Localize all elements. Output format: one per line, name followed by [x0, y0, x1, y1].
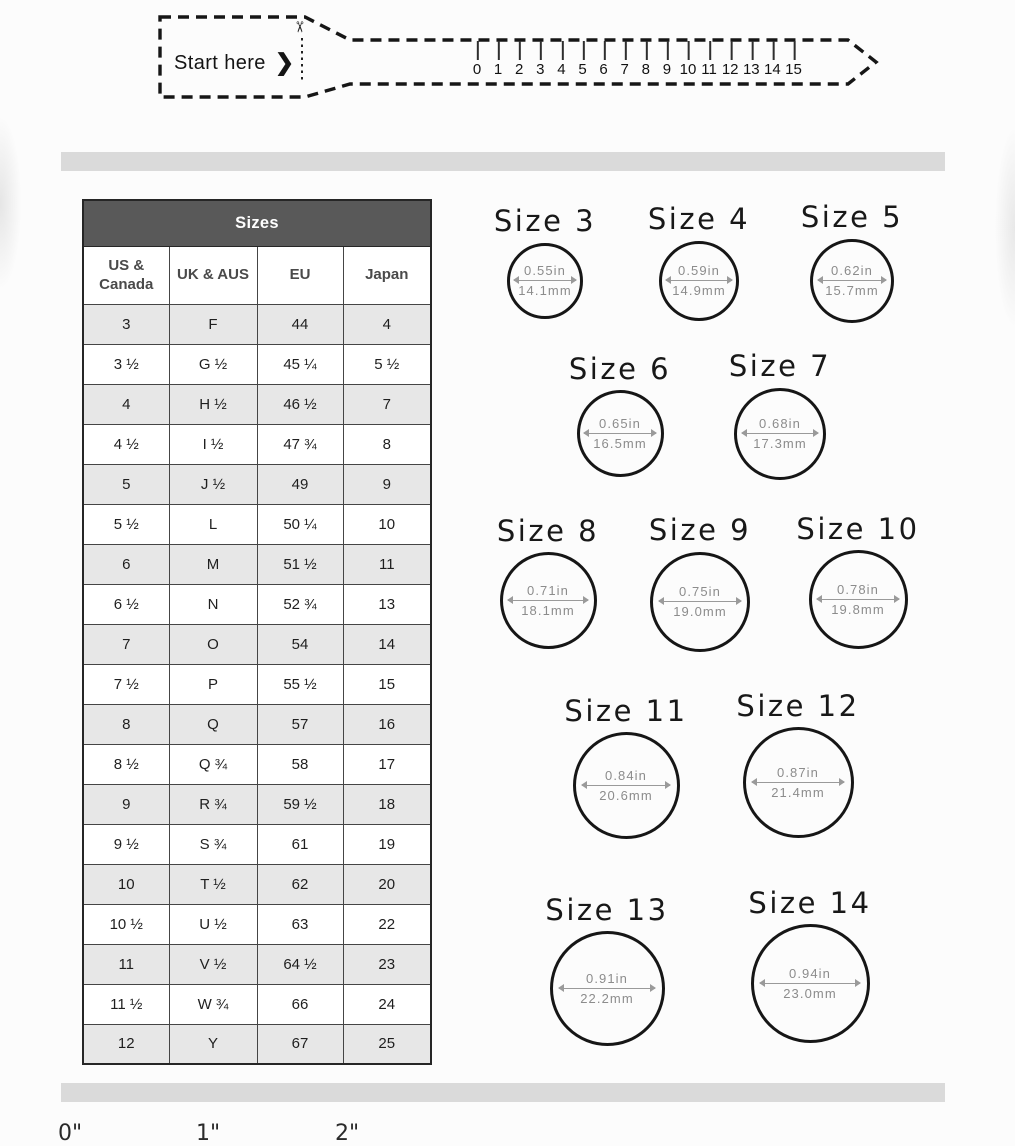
ruler-tick-3: 3 [536, 61, 545, 78]
table-cell: T ½ [169, 864, 257, 904]
table-row [83, 784, 431, 824]
diameter-mm: 16.5mm [593, 436, 647, 452]
ruler-tick-1: 1 [493, 61, 503, 78]
column-header-1: UK & AUS [169, 246, 257, 304]
table-cell: 10 [83, 864, 169, 904]
table-cell: 15 [343, 664, 431, 704]
diameter-inches: 0.71in [526, 582, 570, 598]
inch-label-1: 1" [196, 1121, 221, 1146]
table-cell: 62 [257, 864, 343, 904]
table-cell: 4 [343, 304, 431, 344]
table-row [83, 824, 431, 864]
table-row [83, 904, 431, 944]
ring-circle [650, 552, 750, 652]
table-cell: 55 ½ [257, 664, 343, 704]
table-cell: 51 ½ [257, 544, 343, 584]
table-cell: U ½ [169, 904, 257, 944]
diameter-mm: 18.1mm [521, 603, 575, 619]
diameter-mm: 23.0mm [783, 986, 837, 1002]
inch-label-2: 2" [335, 1121, 360, 1146]
ruler-tick-7: 7 [620, 61, 629, 78]
table-cell: 11 [83, 944, 169, 984]
table-cell: 24 [343, 984, 431, 1024]
table-cell: 18 [343, 784, 431, 824]
table-cell: Y [169, 1024, 257, 1064]
table-cell: 61 [257, 824, 343, 864]
ring-circle [743, 727, 854, 838]
ruler-tick-8: 8 [641, 61, 650, 78]
table-cell: Q ¾ [169, 744, 257, 784]
diameter-mm: 21.4mm [771, 785, 825, 801]
ring-size-title: Size 3 [493, 204, 597, 238]
diameter-inches: 0.87in [776, 764, 820, 780]
table-cell: 59 ½ [257, 784, 343, 824]
table-cell: 17 [343, 744, 431, 784]
table-row [83, 864, 431, 904]
table-row [83, 584, 431, 624]
ring-size-title: Size 5 [800, 200, 904, 234]
table-row [83, 464, 431, 504]
table-cell: J ½ [169, 464, 257, 504]
diameter-inches: 0.62in [830, 262, 874, 278]
ring-size-title: Size 8 [496, 513, 600, 548]
table-cell: 49 [257, 464, 343, 504]
ring-circle [573, 732, 680, 839]
diameter-arrow-icon [818, 280, 887, 281]
table-title: Sizes [83, 200, 431, 246]
ring-diagram [538, 693, 714, 840]
table-cell: 12 [83, 1024, 169, 1064]
diameter-mm: 22.2mm [580, 991, 634, 1007]
table-cell: 5 ½ [83, 504, 169, 544]
table-row [83, 424, 431, 464]
scissors-icon: ✂ [290, 20, 308, 34]
table-cell: 11 [343, 544, 431, 584]
ruler-tick-9: 9 [662, 61, 672, 78]
table-cell: G ½ [169, 344, 257, 384]
table-cell: 67 [257, 1024, 343, 1064]
diameter-inches: 0.68in [758, 415, 802, 431]
table-cell: 45 ¼ [257, 344, 343, 384]
ring-circle [810, 239, 894, 323]
diameter-arrow-icon [742, 433, 818, 434]
diameter-mm: 17.3mm [753, 436, 807, 452]
table-cell: V ½ [169, 944, 257, 984]
ring-diagram [764, 202, 940, 323]
diameter-arrow-icon [666, 280, 731, 281]
table-row [83, 704, 431, 744]
inch-label-0: 0" [58, 1121, 83, 1146]
ruler-tick-13: 13 [742, 61, 760, 78]
ring-size-title: Size 9 [648, 513, 752, 547]
table-cell: 6 ½ [83, 584, 169, 624]
table-cell: 11 ½ [83, 984, 169, 1024]
ring-circle [507, 243, 583, 319]
table-cell: L [169, 504, 257, 544]
table-cell: W ¾ [169, 984, 257, 1024]
table-cell: 7 [343, 384, 431, 424]
table-cell: 3 [83, 304, 169, 344]
ring-diagram [457, 206, 633, 319]
table-cell: 20 [343, 864, 431, 904]
ring-circle [659, 241, 739, 321]
diameter-arrow-icon [659, 601, 742, 602]
diameter-arrow-icon [760, 983, 859, 984]
table-cell: 46 ½ [257, 384, 343, 424]
table-cell: 5 [83, 464, 169, 504]
ring-size-title: Size 12 [736, 688, 860, 723]
column-header-0: US & Canada [83, 246, 169, 304]
table-row [83, 984, 431, 1024]
table-cell: 9 [343, 464, 431, 504]
diameter-inches: 0.75in [678, 583, 722, 599]
ring-diagram [532, 351, 708, 478]
diameter-arrow-icon [582, 785, 671, 786]
divider-bar-bottom [61, 1083, 945, 1102]
diameter-inches: 0.55in [523, 262, 567, 278]
table-cell: 4 ½ [83, 424, 169, 464]
diameter-arrow-icon [514, 280, 576, 281]
ring-circle [809, 550, 908, 649]
table-cell: 47 ¾ [257, 424, 343, 464]
page-curl-shade-left [0, 95, 46, 335]
table-cell: 8 [83, 704, 169, 744]
ring-size-title: Size 4 [647, 202, 751, 236]
ruler-tick-12: 12 [721, 61, 739, 78]
ring-diagram [710, 688, 886, 839]
diameter-mm: 15.7mm [825, 283, 879, 299]
table-cell: 10 ½ [83, 904, 169, 944]
diameter-mm: 14.1mm [518, 283, 572, 299]
table-cell: 8 [343, 424, 431, 464]
table-row [83, 744, 431, 784]
ruler-tick-11: 11 [701, 61, 717, 78]
diameter-inches: 0.59in [677, 262, 721, 278]
table-cell: 3 ½ [83, 344, 169, 384]
table-row [83, 624, 431, 664]
table-cell: M [169, 544, 257, 584]
table-row [83, 384, 431, 424]
diameter-arrow-icon [817, 599, 899, 600]
table-cell: N [169, 584, 257, 624]
column-header-3: Japan [343, 246, 431, 304]
ring-size-title: Size 6 [568, 351, 672, 386]
ruler-tick-4: 4 [557, 61, 566, 78]
ruler-tick-6: 6 [599, 61, 608, 78]
ring-circle [734, 388, 826, 480]
table-cell: 7 ½ [83, 664, 169, 704]
table-row [83, 304, 431, 344]
table-cell: 19 [343, 824, 431, 864]
table-row [83, 944, 431, 984]
ring-circle [550, 931, 665, 1046]
ring-diagram [611, 204, 787, 321]
ring-circle [577, 390, 664, 477]
table-cell: 23 [343, 944, 431, 984]
table-row [83, 544, 431, 584]
table-cell: 52 ¾ [257, 584, 343, 624]
diameter-mm: 19.0mm [673, 604, 727, 620]
table-cell: H ½ [169, 384, 257, 424]
table-cell: 58 [257, 744, 343, 784]
diameter-inches: 0.94in [788, 965, 832, 981]
diameter-inches: 0.84in [604, 767, 648, 783]
ring-diagram [770, 511, 946, 650]
size-conversion-table [82, 199, 432, 1065]
ruler-tick-14: 14 [764, 61, 781, 78]
page-curl-shade-right [975, 110, 1015, 390]
diameter-arrow-icon [584, 433, 655, 434]
ring-diagram [692, 351, 868, 480]
table-cell: S ¾ [169, 824, 257, 864]
table-cell: Q [169, 704, 257, 744]
table-row [83, 344, 431, 384]
table-cell: 4 [83, 384, 169, 424]
table-cell: 9 [83, 784, 169, 824]
ring-diagram [612, 515, 788, 652]
table-cell: 64 ½ [257, 944, 343, 984]
ring-size-title: Size 10 [796, 511, 920, 546]
ring-circle [751, 924, 870, 1043]
table-row [83, 1024, 431, 1064]
diameter-arrow-icon [559, 988, 655, 989]
start-here-text: Start here [174, 52, 266, 74]
diameter-mm: 20.6mm [599, 788, 653, 804]
table-cell: 9 ½ [83, 824, 169, 864]
ring-diagram [722, 885, 898, 1044]
ruler-tick-2: 2 [515, 61, 524, 78]
table-cell: 50 ¼ [257, 504, 343, 544]
table-row [83, 664, 431, 704]
chevron-right-icon: ❯ [274, 49, 295, 75]
diameter-inches: 0.78in [836, 581, 880, 597]
table-cell: 22 [343, 904, 431, 944]
diameter-inches: 0.91in [585, 970, 629, 986]
table-cell: 54 [257, 624, 343, 664]
table-column-headers [83, 246, 431, 304]
ruler-tick-5: 5 [578, 61, 587, 78]
table-cell: 25 [343, 1024, 431, 1064]
ring-size-title: Size 7 [728, 349, 832, 383]
diameter-inches: 0.65in [598, 415, 642, 431]
ring-diagram [460, 513, 636, 650]
table-cell: O [169, 624, 257, 664]
table-cell: 63 [257, 904, 343, 944]
ring-size-title: Size 11 [564, 693, 688, 728]
table-cell: I ½ [169, 424, 257, 464]
table-cell: R ¾ [169, 784, 257, 824]
table-cell: P [169, 664, 257, 704]
table-cell: 7 [83, 624, 169, 664]
ring-size-title: Size 13 [545, 892, 669, 927]
table-cell: 10 [343, 504, 431, 544]
ring-circle [500, 552, 597, 649]
table-cell: 66 [257, 984, 343, 1024]
diameter-mm: 14.9mm [672, 283, 726, 299]
table-cell: 6 [83, 544, 169, 584]
column-header-2: EU [257, 246, 343, 304]
table-row [83, 504, 431, 544]
table-cell: 44 [257, 304, 343, 344]
diameter-mm: 19.8mm [831, 602, 885, 618]
table-cell: 16 [343, 704, 431, 744]
sizer-ruler [0, 0, 1015, 120]
ring-size-title: Size 14 [748, 885, 872, 920]
table-cell: 57 [257, 704, 343, 744]
diameter-arrow-icon [752, 782, 844, 783]
ruler-tick-15: 15 [785, 61, 802, 78]
diameter-arrow-icon [508, 600, 588, 601]
table-cell: 5 ½ [343, 344, 431, 384]
ruler-tick-0: 0 [472, 61, 482, 78]
divider-bar-top [61, 152, 945, 171]
ruler-tick-10: 10 [679, 61, 697, 78]
table-cell: 14 [343, 624, 431, 664]
table-cell: 13 [343, 584, 431, 624]
ring-diagram [519, 892, 695, 1047]
table-cell: F [169, 304, 257, 344]
table-cell: 8 ½ [83, 744, 169, 784]
